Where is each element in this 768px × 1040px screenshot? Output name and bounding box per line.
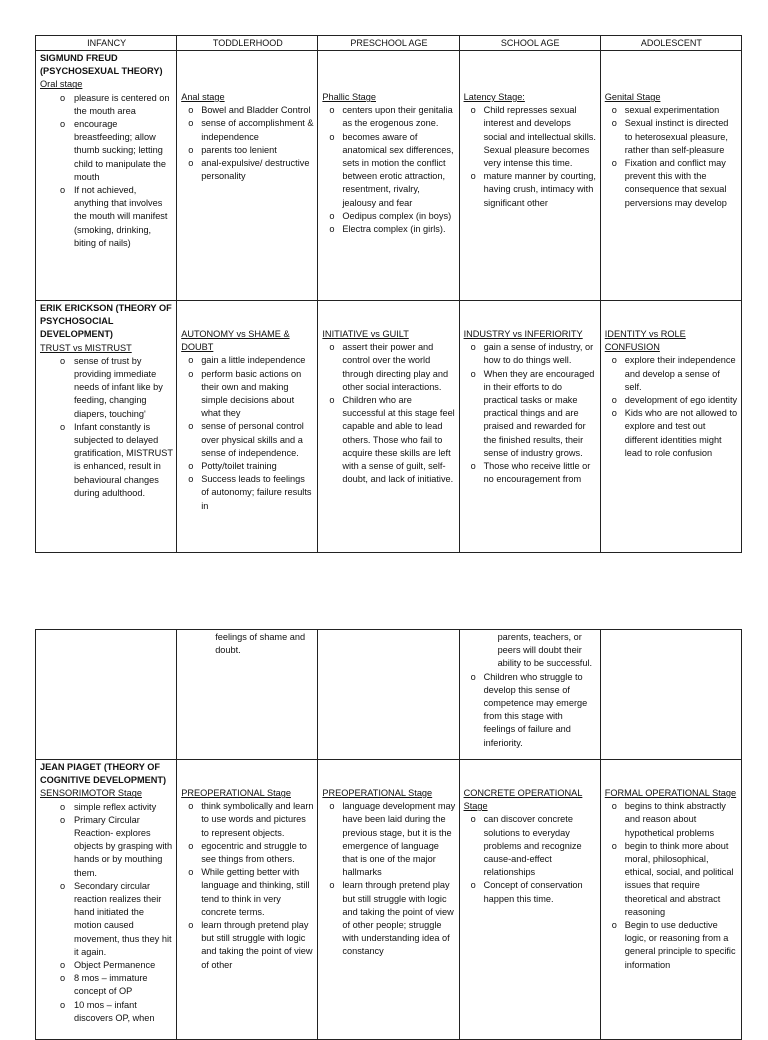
bullet-list (40, 92, 173, 250)
bullet-item: o If not achieved, anything that involves the mouth will manifest (smoking, drinking, biting of nails) (40, 184, 173, 250)
stage-title: Latency Stage: (463, 92, 525, 102)
bullet-list (605, 354, 738, 460)
bullet-item: o can discover concrete solutions to everyday problems and recognize cause-and-effect relationships (464, 813, 597, 879)
header-row (36, 36, 742, 51)
freud-school-cell (459, 51, 600, 301)
erikson-row (36, 301, 742, 553)
header-infancy: INFANCY (36, 36, 177, 51)
bullet-item: o begins to think abstractly and reason about hypothetical problems (605, 800, 738, 840)
stage-title: INDUSTRY vs INFERIORITY (463, 329, 583, 339)
header-school-age: SCHOOL AGE (459, 36, 600, 51)
bullet-item: o Bowel and Bladder Control (181, 104, 314, 117)
bullet-item: o sense of personal control over physical skills and a sense of independence. (181, 420, 314, 460)
piaget-infancy-cell (36, 760, 177, 1040)
freud-toddler-cell (177, 51, 318, 301)
erikson-infancy-cell (36, 301, 177, 553)
theory-line: COGNITIVE DEVELOPMENT) (40, 775, 167, 786)
bullet-item: o centers upon their genitalia as the erogenous zone. (322, 104, 455, 130)
bullet-item: o Fixation and conflict may prevent this with the consequence that sexual perversions may develop (605, 157, 738, 210)
bullet-item: o begin to think more about moral, philosophical, ethical, social, and political issues that require theoretical and abstract reasoning (605, 840, 738, 919)
bullet-item: o pleasure is centered on the mouth area (40, 92, 173, 118)
bullet-item: o Begin to use deductive logic, or reasoning from a general principle to specific information (605, 919, 738, 972)
bullet-list (322, 104, 455, 236)
bullet-list (40, 355, 173, 500)
continuation-school-cell (459, 630, 600, 760)
bullet-item: o Oedipus complex (in boys) (322, 210, 455, 223)
continuation-adolescent-cell (600, 630, 741, 760)
stage-title: AUTONOMY vs SHAME & DOUBT (181, 329, 290, 353)
bullet-item: o Secondary circular reaction realizes their hand initiated the motion caused movement, thus they hit it again. (40, 880, 173, 959)
erikson-continuation-row (36, 630, 742, 760)
header-toddlerhood: TODDLERHOOD (177, 36, 318, 51)
theory-line: ERIK ERICKSON (THEORY OF (40, 303, 172, 313)
theory-line: PSYCHOSOCIAL (40, 316, 114, 327)
bullet-item: o Sexual instinct is directed to heterosexual pleasure, rather than self-pleasure (605, 117, 738, 157)
theory-line: SIGMUND FREUD (40, 53, 118, 63)
erikson-theory-title (40, 302, 173, 342)
bullet-item: o parents too lenient (181, 144, 314, 157)
stage-title: TRUST vs MISTRUST (40, 342, 132, 353)
freud-theory-title (40, 52, 173, 78)
bullet-list (181, 104, 314, 183)
bullet-item: o sense of accomplishment & independence (181, 117, 314, 143)
bullet-item: o Object Permanence (40, 959, 173, 972)
bullet-item: o Success leads to feelings of autonomy; failure results in (181, 473, 314, 513)
erikson-adolescent-cell (600, 301, 741, 553)
continuation-text: parents, teachers, or peers will doubt their ability to be successful. (497, 632, 593, 669)
bullet-item: o becomes aware of anatomical sex differences, sets in motion the conflict between erotic attraction, resentment, rivalry, jealousy and fear (322, 131, 455, 210)
bullet-item: o 10 mos – infant discovers OP, when (40, 999, 173, 1025)
piaget-toddler-cell (177, 760, 318, 1040)
stage-title: FORMAL OPERATIONAL Stage (604, 788, 737, 798)
bullet-item: o mature manner by courting, having crush, intimacy with significant other (464, 170, 597, 210)
erikson-school-cell (459, 301, 600, 553)
piaget-preschool-cell (318, 760, 459, 1040)
bullet-item: o think symbolically and learn to use words and pictures to represent objects. (181, 800, 314, 840)
stage-title: Anal stage (181, 92, 225, 102)
bullet-list (464, 813, 597, 905)
theory-line: (PSYCHOSEXUAL THEORY) (40, 66, 163, 77)
bullet-item: o Children who struggle to develop this sense of competence may emerge from this stage with feelings of failure and inferiority. (464, 671, 597, 750)
bullet-item: o Child represses sexual interest and develops social and intellectual skills. Sexual pleasure becomes very intense this time. (464, 104, 597, 170)
freud-preschool-cell (318, 51, 459, 301)
bullet-item: o perform basic actions on their own and making simple decisions about what they (181, 368, 314, 421)
bullet-item: o Infant constantly is subjected to delayed gratification, MISTRUST is enhanced, result in behavioural changes during adulthood. (40, 421, 173, 500)
freud-adolescent-cell (600, 51, 741, 301)
continuation-text: feelings of shame and doubt. (215, 632, 306, 656)
erikson-toddler-cell (177, 301, 318, 553)
bullet-item: o When they are encouraged in their efforts to do practical tasks or make practical things and are praised and rewarded for the finished results, their sense of industry grows. (464, 368, 597, 460)
bullet-list (181, 354, 314, 512)
stage-title: IDENTITY vs ROLE CONFUSION (604, 329, 686, 353)
bullet-item: o sense of trust by providing immediate needs of infant like by feeding, changing diapers, touching' (40, 355, 173, 421)
continuation-infancy-cell (36, 630, 177, 760)
bullet-item: o gain a little independence (181, 354, 314, 367)
bullet-list (605, 104, 738, 210)
bullet-list (322, 800, 455, 958)
bullet-item: o learn through pretend play but still struggle with logic and taking the point of view of other (181, 919, 314, 972)
header-preschool-age: PRESCHOOL AGE (318, 36, 459, 51)
bullet-item: o Kids who are not allowed to explore and test out different identities might lead to role confusion (605, 407, 738, 460)
stage-title: PREOPERATIONAL Stage (322, 788, 433, 798)
header-adolescent: ADOLESCENT (600, 36, 741, 51)
bullet-item: o encourage breastfeeding; allow thumb sucking; letting child to manipulate the mouth (40, 118, 173, 184)
stage-title: Phallic Stage (322, 92, 377, 102)
continuation-preschool-cell (318, 630, 459, 760)
bullet-item: o anal-expulsive/ destructive personality (181, 157, 314, 183)
bullet-item: o 8 mos – immature concept of OP (40, 972, 173, 998)
bullet-list (464, 671, 597, 750)
bullet-list (464, 104, 597, 210)
piaget-row (36, 760, 742, 1040)
bullet-item: o assert their power and control over the world through directing play and other social interactions. (322, 341, 455, 394)
bullet-item: o Primary Circular Reaction- explores objects by grasping with hands or by mouthing them. (40, 814, 173, 880)
stage-title: Genital Stage (604, 92, 661, 102)
stage-title: INITIATIVE vs GUILT (322, 329, 409, 339)
bullet-item: o Children who are successful at this stage feel capable and able to lead others. Those who fail to acquire these skills are left with a sense of guilt, self-doubt, and lack of initiative. (322, 394, 455, 486)
continuation-toddler-cell (177, 630, 318, 760)
stage-title: SENSORIMOTOR Stage (40, 788, 142, 799)
bullet-item: o Potty/toilet training (181, 460, 314, 473)
stage-table-page-2 (35, 629, 742, 1040)
bullet-item: o sexual experimentation (605, 104, 738, 117)
stage-title: PREOPERATIONAL Stage (181, 788, 291, 798)
bullet-item: o Those who receive little or no encouragement from (464, 460, 597, 486)
piaget-adolescent-cell (600, 760, 741, 1040)
bullet-item: o simple reflex activity (40, 801, 173, 814)
bullet-item: o explore their independence and develop a sense of self. (605, 354, 738, 394)
bullet-list (605, 800, 738, 972)
bullet-item: o Concept of conservation happen this time. (464, 879, 597, 905)
stage-title: CONCRETE OPERATIONAL Stage (463, 788, 583, 812)
piaget-school-cell (459, 760, 600, 1040)
theory-line: DEVELOPMENT) (40, 329, 113, 340)
stage-table-page-1 (35, 35, 742, 553)
bullet-list (40, 801, 173, 1025)
bullet-item: o development of ego identity (605, 394, 738, 407)
theory-line: JEAN PIAGET (THEORY OF (40, 762, 160, 772)
bullet-item: o learn through pretend play but still struggle with logic and taking the point of view of other people; struggle with understanding idea of constancy (322, 879, 455, 958)
bullet-item: o Electra complex (in girls). (322, 223, 455, 236)
bullet-list (181, 800, 314, 972)
stage-title: Oral stage (40, 79, 83, 90)
erikson-preschool-cell (318, 301, 459, 553)
bullet-item: o language development may have been laid during the previous stage, but it is the emergence of language that is one of the major hallmarks (322, 800, 455, 879)
bullet-item: o gain a sense of industry, or how to do things well. (464, 341, 597, 367)
bullet-item: o While getting better with language and thinking, still tend to think in very concrete terms. (181, 866, 314, 919)
bullet-list (322, 341, 455, 486)
bullet-list (464, 341, 597, 486)
freud-infancy-cell (36, 51, 177, 301)
bullet-item: o egocentric and struggle to see things from others. (181, 840, 314, 866)
piaget-theory-title (40, 761, 173, 787)
freud-row (36, 51, 742, 301)
